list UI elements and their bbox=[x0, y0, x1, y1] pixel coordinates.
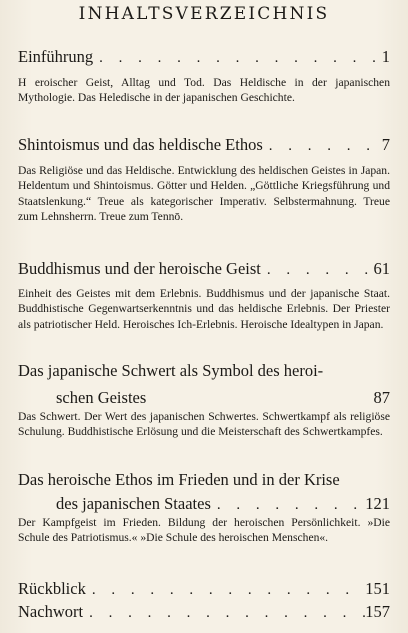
leader-dots bbox=[93, 48, 382, 69]
toc-entry-title: Shintoismus und das heldische Ethos bbox=[18, 135, 263, 154]
toc-entry-description: Der Kampfgeist im Frieden. Bildung der heroischen Persönlichkeit. »Die Schule des Patriotismus.« »Die Schule des heroischen Menschen«. bbox=[18, 516, 390, 545]
toc-entry-title-line2: schen Geistes bbox=[56, 388, 147, 407]
toc-entry-schwert[interactable] bbox=[18, 360, 390, 410]
leader-dots bbox=[83, 603, 365, 624]
toc-entry-buddhismus[interactable] bbox=[18, 258, 390, 281]
toc-page-number: 157 bbox=[365, 602, 390, 621]
toc-entry-title: Rückblick bbox=[18, 579, 86, 598]
toc-entry-title: Einführung bbox=[18, 47, 94, 66]
toc-entry-description: Einheit des Geistes mit dem Erlebnis. Buddhismus und der japanische Staat. Buddhistische Gegenwartserkenntnis und das heldische Erlebnis. Der Priester als patriotischer Held. Heroisches Ich-Erlebnis. Heroische Idealtypen in Japan. bbox=[18, 287, 390, 331]
toc-entry-title-line2: des japanischen Staates bbox=[56, 494, 211, 513]
toc-entry-description: Das Religiöse und das Heldische. Entwicklung des heldischen Geistes in Japan. Heldentum und Shintoismus. Götter und Helden. „Göttliche Kriegsführung und Staatslenkung.“ Treue als kategorischer Imperativ. Selbstermahnung. Treue zum Lehnsherrn. Treue zum Tennō. bbox=[18, 164, 390, 223]
leader-dots bbox=[211, 495, 365, 516]
toc-entry-nachwort[interactable] bbox=[18, 601, 390, 624]
toc-entry-description: H eroischer Geist, Alltag und Tod. Das Heldische in der japanischen Mythologie. Das Heledische in der japanischen Geschichte. bbox=[18, 76, 390, 105]
toc-page-number: 121 bbox=[365, 494, 390, 513]
leader-dots bbox=[261, 260, 374, 281]
toc-entry-title: Buddhismus und der heroische Geist bbox=[18, 259, 261, 278]
toc-entry-einfuehrung[interactable] bbox=[18, 46, 390, 69]
leader-dots bbox=[86, 580, 365, 601]
toc-page-number: 151 bbox=[365, 579, 390, 598]
toc-entry-rueckblick[interactable] bbox=[18, 578, 390, 601]
toc-page-number: 7 bbox=[381, 135, 390, 154]
toc-entry-ethos-frieden[interactable] bbox=[18, 469, 390, 516]
toc-entry-shintoismus[interactable] bbox=[18, 134, 390, 157]
toc-page-number: 87 bbox=[373, 388, 390, 407]
toc-entry-description: Das Schwert. Der Wert des japanischen Schwertes. Schwertkampf als religiöse Schulung. Buddhistische Erlösung und die Meisterschaft des Schwertkampfes. bbox=[18, 410, 390, 439]
toc-page-number: 1 bbox=[381, 47, 390, 66]
toc-entry-title: Nachwort bbox=[18, 602, 84, 621]
toc-entry-title-line1: Das japanische Schwert als Symbol des heroi- bbox=[18, 361, 324, 380]
page-title: INHALTSVERZEICHNIS bbox=[78, 4, 330, 24]
leader-dots bbox=[263, 136, 382, 157]
toc-page-number: 61 bbox=[373, 259, 390, 278]
toc-entry-title-line1: Das heroische Ethos im Frieden und in der Krise bbox=[18, 470, 340, 489]
